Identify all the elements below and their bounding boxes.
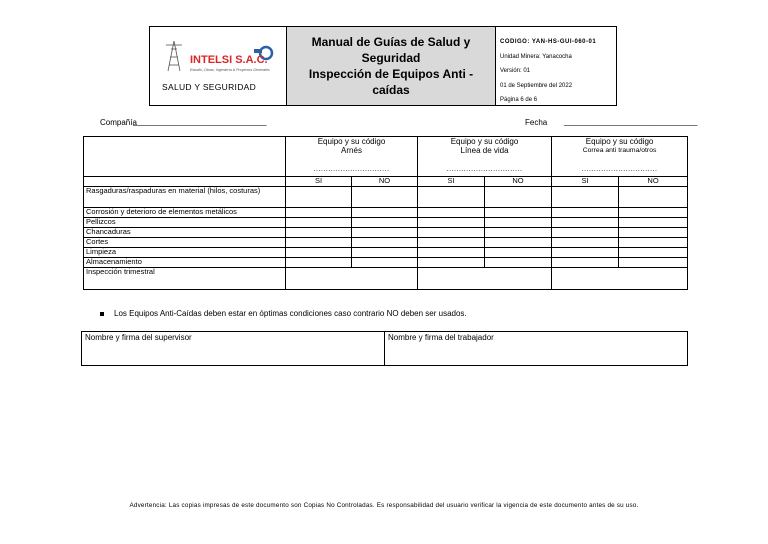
no-header: NO: [619, 177, 688, 187]
check-cell[interactable]: [418, 228, 485, 238]
title-line: Seguridad: [361, 51, 421, 65]
criterion-label: Chancaduras: [84, 228, 286, 238]
signature-table: [81, 331, 688, 366]
check-cell[interactable]: [485, 238, 552, 248]
check-cell[interactable]: [619, 258, 688, 268]
criterion-label: Limpieza: [84, 248, 286, 258]
group-header-strap: Equipo y su código Correa anti trauma/otros ...............................: [552, 137, 688, 177]
company-tagline: Estudio, Obras, Ingeniería & Proyectos Generales: [190, 68, 270, 72]
criterion-label: Cortes: [84, 238, 286, 248]
document-title: [287, 27, 496, 105]
check-cell[interactable]: [619, 248, 688, 258]
check-cell[interactable]: [418, 208, 485, 218]
no-header: NO: [352, 177, 418, 187]
check-cell[interactable]: [352, 228, 418, 238]
table-row: [84, 208, 688, 218]
check-cell[interactable]: [286, 248, 352, 258]
criterion-label: Rasgaduras/raspaduras en material (hilos, costuras): [84, 187, 286, 208]
date-field[interactable]: ______________________________: [564, 117, 698, 126]
check-cell[interactable]: [286, 258, 352, 268]
check-cell[interactable]: [418, 268, 552, 290]
check-cell[interactable]: [552, 248, 619, 258]
table-row: [84, 187, 688, 208]
worker-signature-field[interactable]: [385, 332, 687, 365]
check-cell[interactable]: [352, 248, 418, 258]
logo-cell: [150, 27, 287, 105]
table-header-row: [84, 137, 688, 177]
check-cell[interactable]: [418, 258, 485, 268]
yes-no-row: [84, 177, 688, 187]
code-blank[interactable]: ...............................: [581, 166, 658, 173]
inspection-table: [83, 136, 688, 290]
code-blank[interactable]: ...............................: [313, 166, 390, 173]
document-metadata: [496, 27, 616, 105]
header-blank-cell: [84, 137, 286, 177]
yes-header: SI: [552, 177, 619, 187]
check-cell[interactable]: [286, 238, 352, 248]
check-cell[interactable]: [352, 208, 418, 218]
worker-signature-label: Nombre y firma del trabajador: [388, 333, 494, 342]
mining-unit: Unidad Minera: Yanacocha: [500, 53, 572, 60]
usage-note-text: Los Equipos Anti-Caídas deben estar en óptimas condiciones caso contrario NO deben ser usados.: [114, 309, 467, 318]
table-row: [84, 228, 688, 238]
supervisor-signature-label: Nombre y firma del supervisor: [85, 333, 192, 342]
check-cell[interactable]: [485, 258, 552, 268]
check-cell[interactable]: [552, 268, 688, 290]
check-cell[interactable]: [286, 218, 352, 228]
code-blank[interactable]: ...............................: [446, 166, 523, 173]
check-cell[interactable]: [286, 228, 352, 238]
check-cell[interactable]: [286, 208, 352, 218]
check-cell[interactable]: [619, 218, 688, 228]
check-cell[interactable]: [485, 218, 552, 228]
company-field[interactable]: ______________________________: [133, 117, 267, 126]
check-cell[interactable]: [552, 208, 619, 218]
title-line: Manual de Guías de Salud y: [311, 35, 471, 49]
bullet-icon: [100, 312, 104, 316]
check-cell[interactable]: [418, 187, 485, 208]
check-cell[interactable]: [418, 218, 485, 228]
check-cell[interactable]: [552, 187, 619, 208]
check-cell[interactable]: [286, 187, 352, 208]
criterion-label: Pellizcos: [84, 218, 286, 228]
usage-note: [100, 309, 467, 318]
check-cell[interactable]: [552, 218, 619, 228]
company-label: Compañía: [100, 118, 137, 127]
check-cell[interactable]: [352, 218, 418, 228]
group-header-lifeline: Equipo y su código Línea de vida ...............................: [418, 137, 552, 177]
check-cell[interactable]: [619, 228, 688, 238]
document-header: [149, 26, 617, 106]
check-cell[interactable]: [418, 238, 485, 248]
check-cell[interactable]: [619, 187, 688, 208]
version: Versión: 01: [500, 68, 531, 74]
check-cell[interactable]: [619, 238, 688, 248]
check-cell[interactable]: [485, 208, 552, 218]
yes-header: SI: [286, 177, 352, 187]
check-cell[interactable]: [485, 187, 552, 208]
table-row: [84, 218, 688, 228]
check-cell[interactable]: [552, 258, 619, 268]
department-label: SALUD Y SEGURIDAD: [162, 82, 257, 92]
no-header: NO: [485, 177, 552, 187]
check-cell[interactable]: [619, 208, 688, 218]
check-cell[interactable]: [552, 238, 619, 248]
company-logo: [150, 27, 287, 87]
check-cell[interactable]: [552, 228, 619, 238]
check-cell[interactable]: [352, 187, 418, 208]
footer-warning: Advertencia: Las copias impresas de este documento son Copias No Controladas. Es responsabilidad del usuario verificar la vigencia de este documento antes de su uso.: [129, 502, 639, 509]
table-row: [84, 258, 688, 268]
tower-icon: [166, 41, 182, 71]
table-row: [84, 248, 688, 258]
check-cell[interactable]: [485, 248, 552, 258]
table-row: [84, 238, 688, 248]
check-cell[interactable]: [418, 248, 485, 258]
group-header-harness: Equipo y su código Arnés ...............................: [286, 137, 418, 177]
supervisor-signature-field[interactable]: [82, 332, 385, 365]
criterion-label: Inspección trimestral: [84, 268, 286, 290]
criterion-label: Almacenamiento: [84, 258, 286, 268]
document-code: CODIGO: YAN-HS-GUI-060-01: [500, 39, 597, 45]
check-cell[interactable]: [352, 238, 418, 248]
title-line: caídas: [372, 83, 410, 97]
title-line: Inspección de Equipos Anti -: [308, 67, 474, 81]
page-number: Página 6 de 6: [500, 97, 538, 103]
date-label: Fecha: [525, 118, 548, 127]
issue-date: 01 de Septiembre del 2022: [500, 82, 573, 89]
check-cell[interactable]: [352, 258, 418, 268]
company-logo-text: INTELSI S.A.C.: [190, 54, 268, 66]
criterion-label: Corrosión y deterioro de elementos metálicos: [84, 208, 286, 218]
table-row: [84, 268, 688, 290]
check-cell[interactable]: [485, 228, 552, 238]
check-cell[interactable]: [286, 268, 418, 290]
yes-header: SI: [418, 177, 485, 187]
